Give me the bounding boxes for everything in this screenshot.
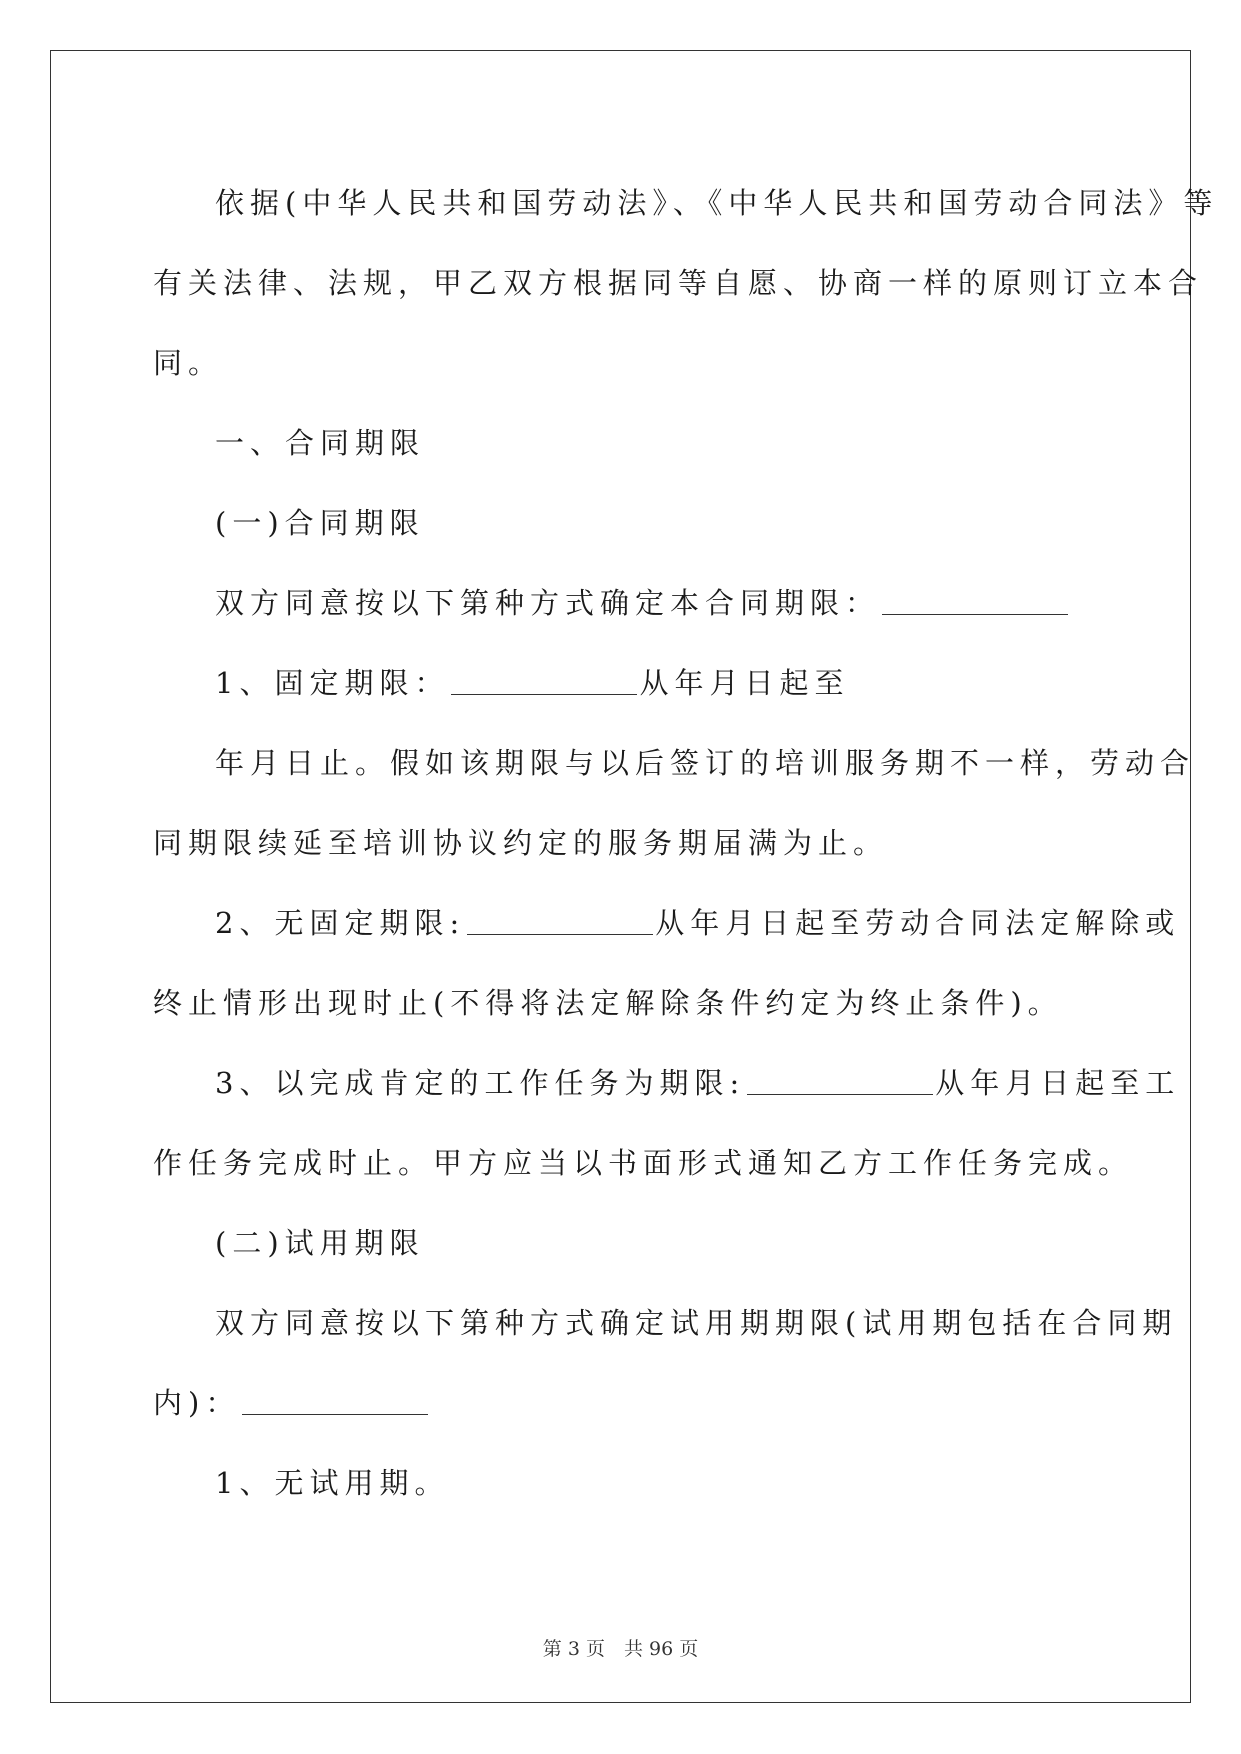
fill-in-blank[interactable] <box>242 1413 428 1415</box>
paragraph: 终止情形出现时止(不得将法定解除条件约定为终止条件)。 <box>153 986 1063 1020</box>
paragraph-text: 从年月日起至 <box>639 666 850 700</box>
subsection-heading: (一)合同期限 <box>215 506 425 540</box>
paragraph <box>153 643 1091 723</box>
document-body <box>153 163 1219 1523</box>
paragraph-text: 双方同意按以下第种方式确定本合同期限： <box>215 586 881 620</box>
fill-in-blank[interactable] <box>467 933 653 935</box>
section-heading: 一、合同期限 <box>215 426 426 460</box>
paragraph: 年月日止。假如该期限与以后签订的培训服务期不一样，劳动合 <box>215 746 1196 780</box>
paragraph-text: 从年月日起至工 <box>935 1066 1181 1100</box>
paragraph: 同。 <box>153 346 224 380</box>
paragraph: 同期限续延至培训协议约定的服务期届满为止。 <box>153 826 889 860</box>
paragraph <box>153 883 1181 963</box>
fill-in-blank[interactable] <box>882 613 1068 615</box>
subsection-heading: (二)试用期限 <box>215 1226 425 1260</box>
paragraph-text: 3、以完成肯定的工作任务为期限: <box>215 1066 746 1100</box>
paragraph: 1、无试用期。 <box>215 1466 450 1500</box>
paragraph <box>153 1363 1091 1443</box>
paragraph-text: 2、无固定期限: <box>215 906 466 940</box>
paragraph: 作任务完成时止。甲方应当以书面形式通知乙方工作任务完成。 <box>153 1146 1134 1180</box>
paragraph: 双方同意按以下第种方式确定试用期期限(试用期包括在合同期 <box>215 1306 1178 1340</box>
paragraph: 有关法律、法规，甲乙双方根据同等自愿、协商一样的原则订立本合 <box>153 266 1204 300</box>
paragraph <box>153 563 1091 643</box>
paragraph-text: 1、固定期限： <box>215 666 450 700</box>
page-footer: 第 3 页 共 96 页 <box>542 1638 699 1660</box>
paragraph <box>153 1043 1181 1123</box>
paragraph: 依据(中华人民共和国劳动法》、《中华人民共和国劳动合同法》等 <box>215 186 1219 220</box>
fill-in-blank[interactable] <box>747 1093 933 1095</box>
fill-in-blank[interactable] <box>451 693 637 695</box>
paragraph-text: 内)： <box>153 1386 241 1420</box>
paragraph-text: 从年月日起至劳动合同法定解除或 <box>655 906 1181 940</box>
